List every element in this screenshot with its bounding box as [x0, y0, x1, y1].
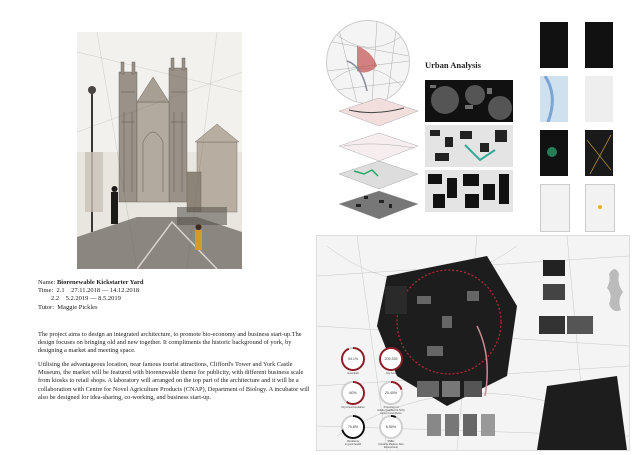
project-name: Biorenewable Kickstarter Yard — [56, 279, 144, 286]
mini-map-4 — [540, 130, 568, 176]
name-label: Name: — [38, 279, 56, 286]
statistic-value: 209,339 — [384, 357, 398, 361]
urban-analysis-title: Urban Analysis — [425, 60, 481, 70]
description-paragraph-1: The project aims to design an integrated architecture, to promote bio-economy and business start-up.The design focuses on bringing old and new together. It compliments the historic background of york, by designing a market and meeting space. — [38, 331, 302, 355]
statistic-item — [374, 347, 408, 375]
statistic-label: City Area — [385, 372, 397, 375]
statistic-item — [374, 381, 408, 415]
figure-ground-panel-2 — [425, 125, 513, 167]
phase2-number: 2.2 — [51, 295, 60, 303]
time-label: Time: — [38, 287, 54, 295]
figure-ground-panel-1 — [425, 80, 513, 122]
statistic-ring — [341, 381, 365, 405]
cathedral-collage-image — [77, 32, 242, 269]
tutor-name: Maggie Pickles — [57, 303, 98, 311]
description-paragraph-2: Utilising the advantageous location, near famous tourist attractions, Clifford's Tower and York Castle Museum, the market will be featured with biorenewable theme for publicity, with different business scale from kiosks to retail shops. A laboratory will arranged on the top part of the architecture and it will be a collaboration with Centre for Novel Agriculture Products (CNAP), Department of Biology. A incubator will also be designed for idea-sharing, co-working, and business start-up. — [38, 361, 310, 401]
city-circle-map — [326, 20, 410, 104]
phase1-number: 2.1 — [56, 287, 65, 295]
statistic-ring — [341, 347, 365, 371]
statistic-value: 60% — [349, 391, 357, 395]
statistic-item — [336, 347, 370, 375]
phase1-dates: 27.11.2018 — 14.12.2018 — [71, 287, 140, 295]
statistic-value: 20.40% — [384, 391, 398, 395]
statistic-label: Residents in good health — [344, 440, 362, 446]
statistic-value: 94.1% — [347, 357, 359, 361]
statistic-ring — [379, 415, 403, 439]
statistic-label: City Area Population — [341, 406, 365, 409]
mini-map-7 — [585, 184, 615, 232]
mini-map-river — [540, 76, 568, 122]
statistic-value: 6.50% — [385, 425, 397, 429]
mini-map-5 — [585, 130, 613, 176]
statistic-ring — [379, 381, 403, 405]
figure-ground-panel-3 — [425, 170, 513, 212]
mini-map-6 — [540, 184, 570, 232]
statistic-label: Greenbelt — [347, 372, 359, 375]
project-description — [38, 331, 310, 408]
layered-axonometric-maps — [334, 96, 420, 224]
mini-map-3 — [585, 76, 613, 122]
statistic-ring — [379, 347, 403, 371]
statistic-label: SMEs (Small & Medium Size Enterprises) — [378, 440, 404, 449]
phase2-dates: 5.2.2019 — 8.5.2019 — [65, 295, 121, 303]
statistic-label: Proportion of Adults Qualified to NVQ Level 4 and Above — [377, 406, 405, 415]
statistic-item — [374, 415, 408, 449]
project-info — [38, 279, 308, 312]
mini-map-1 — [540, 22, 568, 68]
statistic-ring — [341, 415, 365, 439]
statistic-value: 70.8% — [347, 425, 359, 429]
mini-map-2 — [585, 22, 613, 68]
statistics-rings — [336, 347, 408, 447]
statistic-item — [336, 381, 370, 409]
statistic-item — [336, 415, 370, 446]
tutor-label: Tutor: — [38, 303, 55, 311]
